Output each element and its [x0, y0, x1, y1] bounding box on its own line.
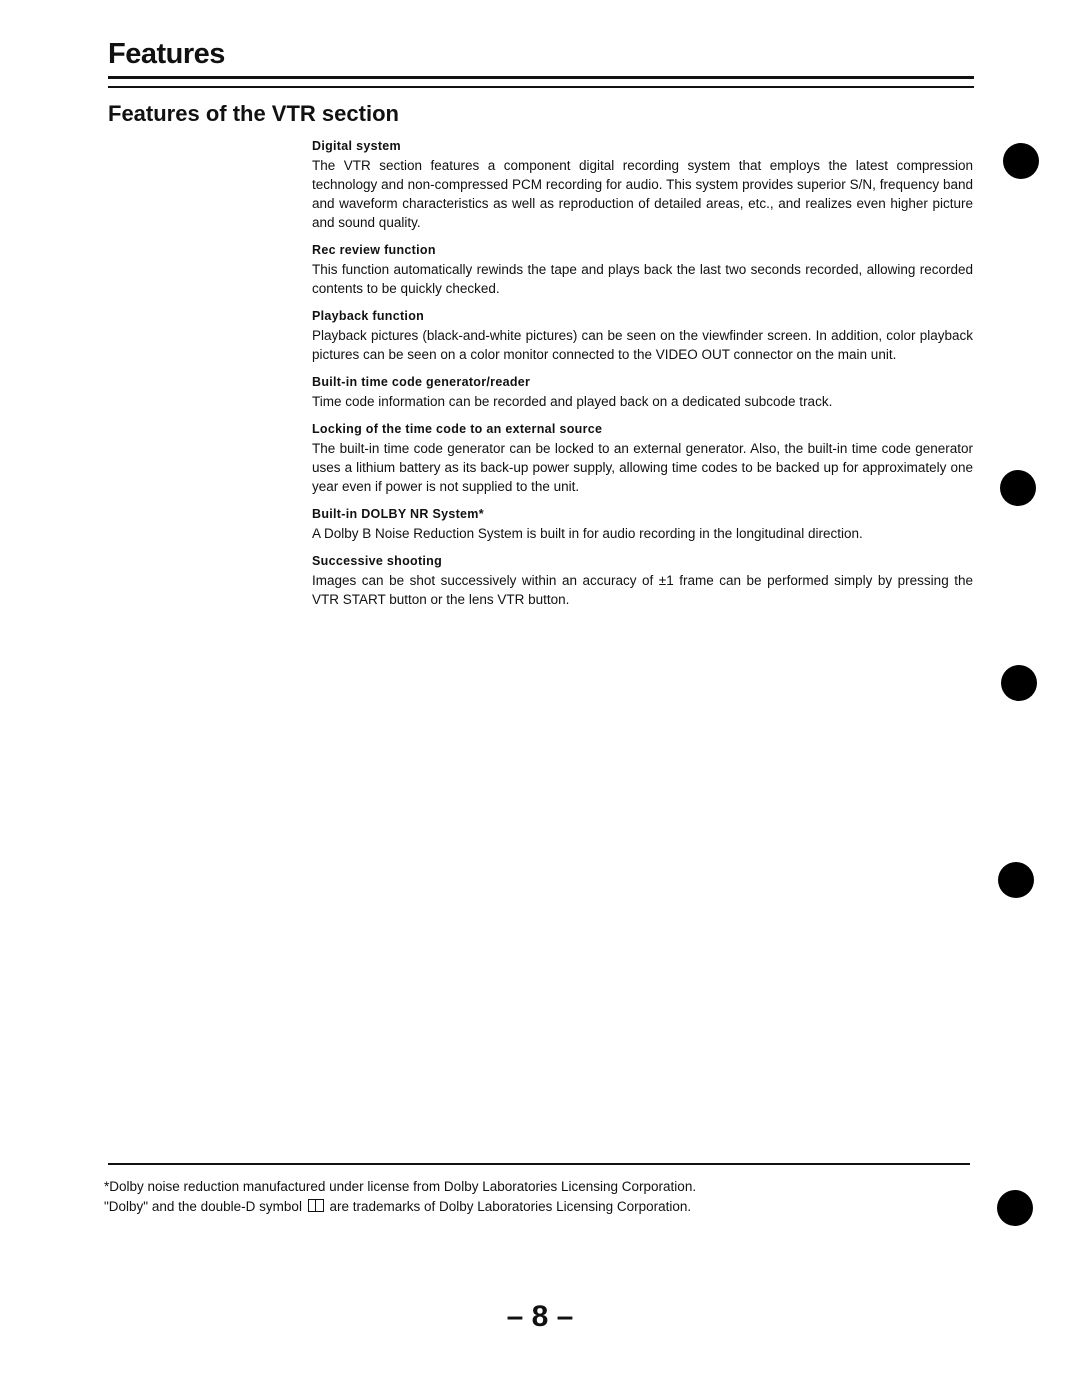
feature-heading: Locking of the time code to an external source	[312, 422, 603, 436]
binding-hole-dot	[997, 1190, 1033, 1226]
feature-heading: Successive shooting	[312, 554, 443, 568]
feature-list	[312, 139, 973, 620]
feature-item-rec-review	[312, 243, 973, 298]
feature-item-successive-shooting	[312, 554, 973, 609]
feature-body: This function automatically rewinds the tape and plays back the last two seconds recorded, allowing recorded contents to be quickly checked.	[312, 262, 973, 296]
binding-hole-dot	[1001, 665, 1037, 701]
binding-hole-dot	[1003, 143, 1039, 179]
feature-item-time-code	[312, 375, 973, 411]
binding-hole-dot	[998, 862, 1034, 898]
feature-heading: Built-in time code generator/reader	[312, 375, 531, 389]
feature-body: Images can be shot successively within an accuracy of ±1 frame can be performed simply by pressing the VTR START button or the lens VTR button.	[312, 573, 973, 607]
section-title: Features of the VTR section	[108, 101, 399, 126]
feature-body: A Dolby B Noise Reduction System is built in for audio recording in the longitudinal direction.	[312, 526, 863, 541]
footnote-dolby-trademark	[104, 1197, 974, 1217]
feature-heading: Built-in DOLBY NR System*	[312, 507, 484, 521]
title-rule	[108, 76, 974, 79]
footnotes	[104, 1177, 974, 1217]
feature-body: Time code information can be recorded and played back on a dedicated subcode track.	[312, 394, 833, 409]
feature-heading: Playback function	[312, 309, 425, 323]
footnote-trademark-text-end: are trademarks of Dolby Laboratories Licensing Corporation.	[329, 1199, 692, 1214]
feature-body: Playback pictures (black-and-white pictures) can be seen on the viewfinder screen. In addition, color playback pictures can be seen on a color monitor connected to the VIDEO OUT connector on the main unit.	[312, 328, 973, 362]
binding-hole-dot	[1000, 470, 1036, 506]
feature-heading: Digital system	[312, 139, 401, 153]
feature-item-digital-system	[312, 139, 973, 232]
feature-item-playback	[312, 309, 973, 364]
title-rule-secondary	[108, 86, 974, 88]
page-title: Features	[108, 38, 225, 70]
feature-body: The built-in time code generator can be locked to an external generator. Also, the built-in time code generator uses a lithium battery as its back-up power supply, allowing time codes to be backed up for approximately one year even if power is not supplied to the unit.	[312, 441, 973, 494]
footnote-rule	[108, 1163, 970, 1165]
feature-body: The VTR section features a component digital recording system that employs the latest compression technology and non-compressed PCM recording for audio. This system provides superior S/N, frequency band and waveform characteristics as well as reproduction of detailed areas, etc., and realizes even higher picture and sound quality.	[312, 158, 973, 230]
footnote-dolby-license: *Dolby noise reduction manufactured under license from Dolby Laboratories Licensing Corporation.	[104, 1179, 697, 1194]
double-d-symbol-icon	[308, 1199, 324, 1212]
feature-item-dolby-nr	[312, 507, 973, 543]
feature-item-time-code-lock	[312, 422, 973, 496]
page-number: – 8 –	[506, 1300, 574, 1333]
footnote-trademark-text-start: "Dolby" and the double-D symbol	[104, 1199, 302, 1214]
feature-heading: Rec review function	[312, 243, 436, 257]
